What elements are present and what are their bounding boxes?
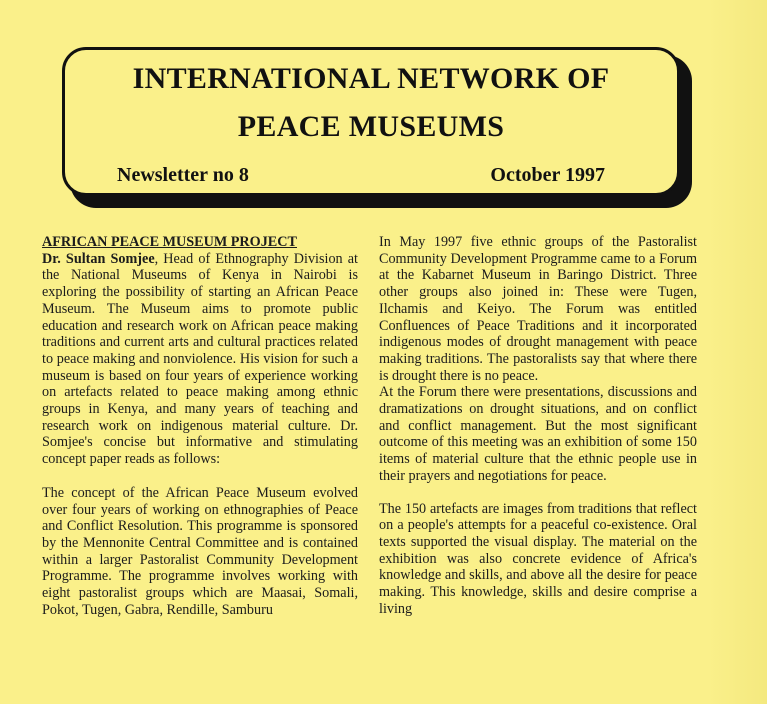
left-paragraph-1-text: , Head of Ethnography Division at the National Museums of Kenya in Nairobi is exploring the possibility of starting an African Peace Museum. The Museum aims to promote public education and research work on African peace making traditions and current arts and cultural practices related to peace making and nonviolence. His vision for such a museum is based on four years of experience working on artefacts related to peace making among ethnic groups in Kenya, and many years of teaching and research work on indigenous material culture. Dr. Somjee's concise but informative and stimulating concept paper reads as follows: (42, 250, 359, 468)
left-column (42, 234, 358, 618)
paragraph-gap (379, 485, 697, 501)
newsletter-date: October 1997 (490, 164, 605, 186)
newsletter-number: Newsletter no 8 (117, 164, 249, 186)
paragraph-gap (42, 468, 358, 485)
right-paragraph-3: The 150 artefacts are images from traditions that reflect on a people's attempts for a peaceful co-existence. Oral texts supported the visual display. The material on the exhibition was also concrete evidence of Africa's knowledge and skills, and above all the desire for peace making. This knowledge, skills and desire comprise a living (379, 500, 697, 617)
article-heading: AFRICAN PEACE MUSEUM PROJECT (42, 234, 297, 250)
masthead-title-line1: INTERNATIONAL NETWORK OF (132, 62, 610, 95)
masthead-box (62, 47, 680, 196)
masthead-title-line2: PEACE MUSEUMS (237, 110, 505, 143)
right-column (379, 233, 697, 617)
author-name: Dr. Sultan Somjee (42, 250, 155, 267)
left-paragraph-2: The concept of the African Peace Museum evolved over four years of working on ethnographies of Peace and Conflict Resolution. This programme is sponsored by the Mennonite Central Committee and is contained within a larger Pastoralist Community Development Programme. The programme involves working with eight pastoralist groups which are Maasai, Somali, Pokot, Tugen, Gabra, Rendille, Samburu (42, 484, 358, 618)
right-paragraph-1: In May 1997 five ethnic groups of the Pastoralist Community Development Programme came to a Forum at the Kabarnet Museum in Baringo District. Three other groups also joined in: These were Tugen, Ilchamis and Keiyo. The Forum was entitled Confluences of Peace Traditions and it incorporated indigenous modes of drought management with peace making traditions. The pastoralists say that where there is drought there is no peace. (379, 234, 697, 384)
right-paragraph-2: At the Forum there were presentations, discussions and dramatizations on drought situations, and on conflict and conflict management. But the most significant outcome of this meeting was an exhibition of some 150 items of material culture that the ethnic people use in their prayers and negotiations for peace. (379, 384, 697, 484)
left-paragraph-1 (42, 251, 358, 468)
page-edge-shade (707, 0, 767, 704)
